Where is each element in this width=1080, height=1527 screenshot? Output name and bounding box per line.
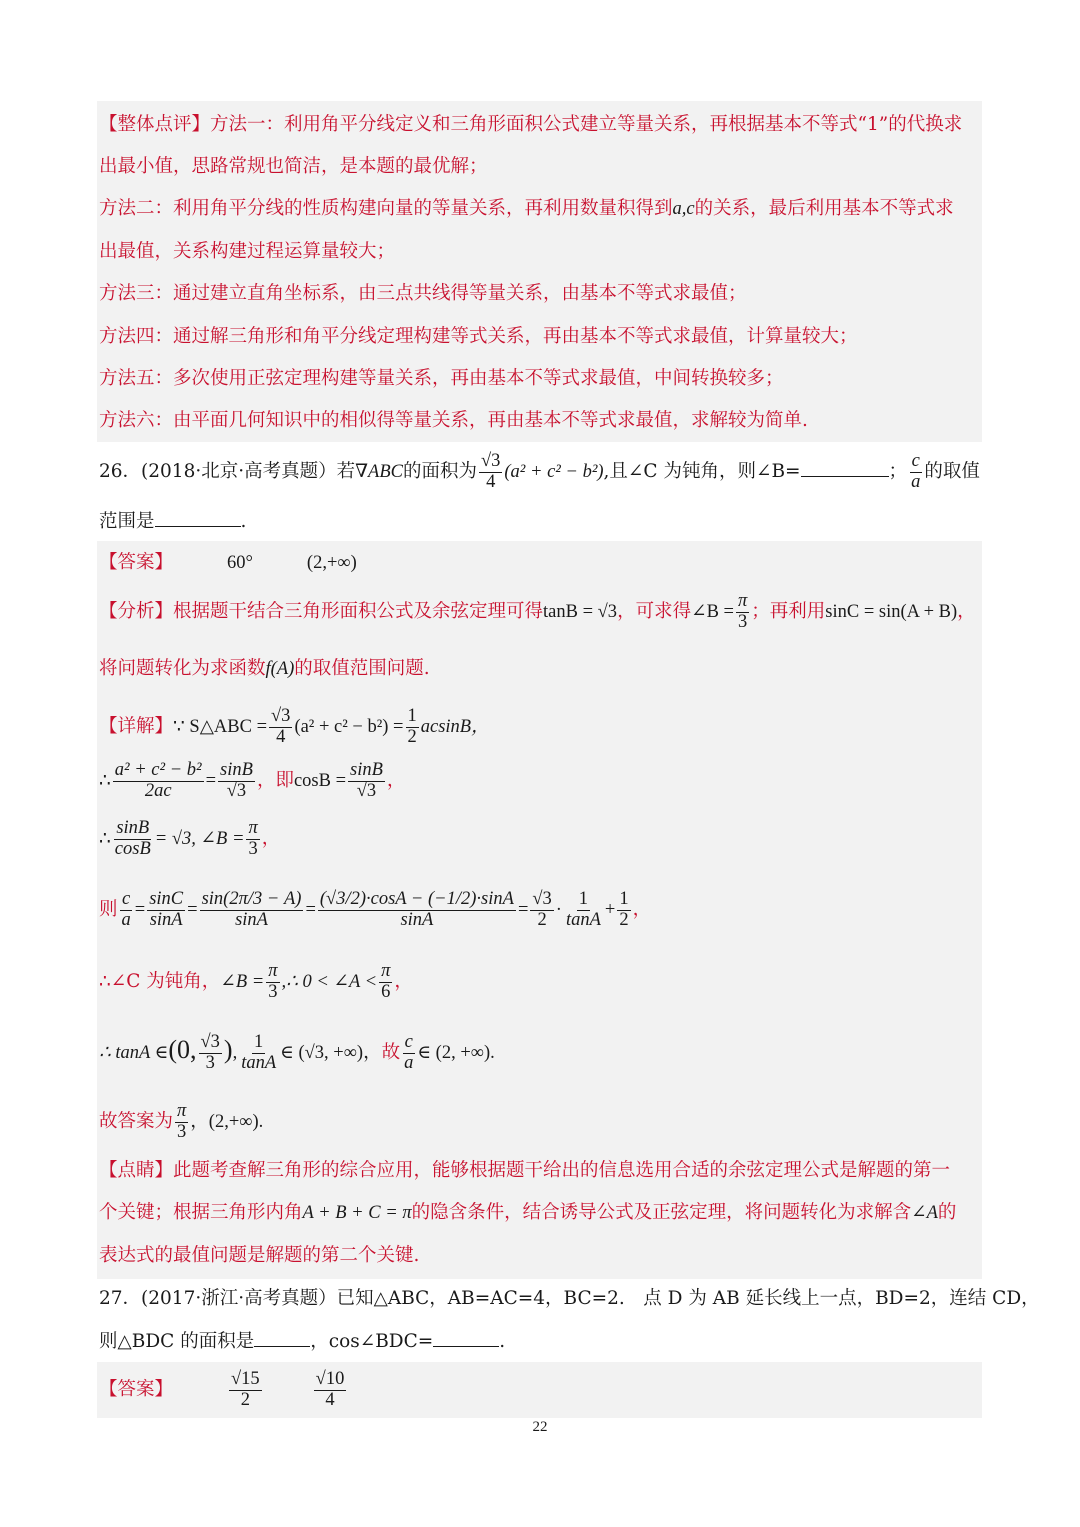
equals: =: [187, 900, 198, 920]
q26-prefix: 26．(2018·北京·高考真题）若: [99, 461, 356, 482]
detail26-frac-1: [269, 707, 292, 747]
comma: ，: [394, 971, 413, 992]
q26-range-text: 范围是: [99, 511, 155, 532]
plus: +: [604, 900, 616, 920]
comment26-text-2a: 个关键；根据三角形内角: [99, 1202, 303, 1223]
q26-blank-1[interactable]: [801, 458, 889, 477]
frac-den: 2: [240, 1389, 250, 1410]
q27-blank-2[interactable]: [433, 1328, 499, 1347]
answer27-value-2: [314, 1370, 347, 1410]
detail26-frac-ca: [120, 890, 133, 930]
detail26-area: ∵ S△ABC =: [173, 717, 268, 737]
frac-num: c: [911, 451, 920, 472]
frac-den: tanA: [565, 909, 601, 930]
frac-den: sinA: [235, 909, 268, 930]
frac-den: 3: [268, 981, 278, 1002]
review-line-1: [99, 112, 962, 138]
equals: =: [305, 900, 316, 920]
detail26-tag: 【详解】: [99, 716, 174, 737]
detail26-frac-half: [617, 890, 630, 930]
frac-den: sinA: [149, 909, 183, 930]
frac-den: 3: [205, 1052, 215, 1073]
detail26-angle-b: ∠B =: [220, 972, 265, 992]
therefore: ∴: [99, 771, 111, 791]
comment26-expr: A + B + C = π: [302, 1203, 412, 1223]
analysis26-line2-expr: f(A): [265, 659, 295, 679]
analysis26-text-3: ；再利用: [751, 601, 826, 622]
detail26-tan: = √3, ∠B =: [154, 829, 245, 849]
detail26-tail: acsinB，: [420, 717, 490, 737]
page-number: 22: [532, 1419, 548, 1435]
detail26-frac-r3: [530, 890, 553, 930]
answer26-tag: 【答案】: [99, 552, 174, 573]
detail26-line-4: [99, 880, 651, 940]
review-line-3: [99, 196, 954, 222]
detail26-final-range: ，(2,+∞).: [190, 1112, 264, 1132]
comma: ，: [261, 828, 281, 849]
detail26-final-answer: 故答案为: [99, 1111, 174, 1132]
frac-num: π: [268, 961, 278, 982]
frac-den: 6: [381, 981, 391, 1002]
analysis26-line-2: [99, 656, 430, 682]
frac-num: a² + c² − b²: [114, 760, 202, 781]
answer27-tag: 【答案】: [99, 1379, 174, 1400]
frac-num: sin(2π/3 − A): [201, 889, 302, 910]
answer27-line: [99, 1366, 348, 1414]
review-tag: 【整体点评】: [99, 114, 211, 135]
detail26-frac-2: [406, 707, 419, 747]
detail26-frac-3: [113, 761, 204, 801]
detail26-frac-7: [246, 819, 259, 859]
analysis26-line-1: [99, 592, 976, 632]
detail26-interval: ∈ (√3, +∞)，: [280, 1043, 382, 1063]
frac-num: sinB: [220, 760, 253, 781]
comment26-text-1: 此题考查解三角形的综合应用，能够根据题干给出的信息选用合适的余弦定理公式是解题的第一: [173, 1160, 951, 1181]
review-method-2-tail: 的关系，最后利用基本不等式求: [694, 198, 954, 219]
comment26-text-2c: 的: [937, 1202, 957, 1223]
frac-num: √3: [532, 889, 552, 910]
q26-text-2: ,且∠C 为钝角，则∠B=: [603, 461, 801, 482]
analysis26-text-2: ，可求得: [617, 601, 692, 622]
frac-den: 3: [177, 1121, 187, 1142]
comment26-line-1: [99, 1158, 950, 1184]
frac-den: √3: [356, 780, 377, 801]
analysis26-expr-2: ∠B =: [691, 602, 734, 622]
review-line-8: 方法六：由平面几何知识中的相似得等量关系，再由基本不等式求最值，求解较为简单.: [99, 410, 808, 431]
q26-line-2: [99, 508, 246, 535]
analysis26-frac: [736, 592, 749, 632]
detail26-frac-pi3: [266, 962, 279, 1002]
analysis26-expr-1: tanB = √3: [543, 602, 618, 622]
detail26-frac-inv: [239, 1033, 278, 1073]
detail26-frac-r33: [199, 1033, 222, 1073]
review-line-6: 方法四：通过解三角形和角平分线定理构建等式关系，再由基本不等式求最值，计算量较大；: [99, 326, 858, 347]
detail26-hence: 故: [381, 1042, 401, 1063]
q26-text-3: 的取值: [924, 461, 980, 482]
frac-den: √3: [226, 780, 247, 801]
answer26-value-1: 60°: [227, 553, 253, 573]
analysis26-comma: ，: [957, 601, 976, 622]
q26-period: .: [240, 511, 247, 532]
detail26-line-5: [99, 958, 413, 1006]
q27-blank-1[interactable]: [254, 1328, 310, 1347]
frac-den: 3: [248, 838, 258, 859]
frac-den: 4: [276, 726, 286, 747]
q27-text-b: ，cos∠BDC=: [310, 1331, 434, 1352]
frac-num: sinC: [149, 889, 184, 910]
detail26-cosb: cosB =: [293, 771, 347, 791]
q26-blank-2[interactable]: [155, 508, 241, 527]
review-method-2: 方法二：利用角平分线的性质构建向量的等量关系，再利用数量积得到: [99, 198, 673, 219]
equals: =: [205, 771, 217, 791]
q27-period: .: [499, 1331, 506, 1352]
comma: ，: [632, 899, 652, 920]
q27-line-1: 27．(2017·浙江·高考真题）已知△ABC，AB=AC=4，BC=2. 点 D 为 AB 延长线上一点，BD=2，连结 CD，: [99, 1288, 1040, 1309]
q26-text: 的面积为: [402, 461, 477, 482]
detail26-frac-5: [348, 761, 385, 801]
frac-den: cosB: [114, 838, 151, 859]
comment26-tag: 【点睛】: [99, 1160, 174, 1181]
frac-num: √3: [480, 451, 501, 472]
detail26-tana: ∴ tanA ∈: [99, 1043, 169, 1063]
q27-line-2: [99, 1328, 505, 1355]
q26-fraction: [479, 452, 502, 492]
analysis26-text: 根据题干结合三角形面积公式及余弦定理可得: [173, 601, 544, 622]
review-line-5: 方法三：通过建立直角坐标系，由三点共线得等量关系，由基本不等式求最值；: [99, 283, 747, 304]
frac-den: sinA: [400, 909, 434, 930]
detail26-then: 则: [99, 899, 118, 920]
detail26-obtuse: ∴∠C 为钝角，: [99, 971, 221, 992]
frac-den: 2ac: [144, 780, 172, 801]
detail26-frac-n3: [318, 890, 516, 930]
analysis26-line2-tail: 的取值范围问题.: [294, 658, 430, 679]
frac-num: π: [177, 1101, 187, 1122]
analysis26-expr-3: sinC = sin(A + B): [825, 602, 958, 622]
detail26-frac-tan: [564, 890, 603, 930]
detail26-frac-final: [175, 1102, 188, 1142]
detail26-interval-close: ): [223, 1035, 233, 1064]
answer26-value-2: (2,+∞): [306, 553, 357, 573]
frac-num: sinB: [116, 818, 150, 839]
frac-den: 2: [407, 726, 417, 747]
detail26-interval-open: (0,: [168, 1035, 197, 1064]
comment26-angle: ∠A: [911, 1203, 938, 1223]
frac-den: 4: [486, 471, 496, 492]
review-method-1: 方法一：利用角平分线定义和三角形面积公式建立等量关系，再根据基本不等式“1”的代换求: [210, 114, 963, 135]
answer26-line: [99, 550, 357, 576]
review-line-4: 出最值，关系构建过程运算量较大；: [99, 241, 396, 262]
detail26-frac-n2: [200, 890, 304, 930]
frac-den: 4: [325, 1389, 335, 1410]
comment26-line-3: 表达式的最值问题是解题的第二个关键.: [99, 1245, 420, 1266]
detail26-ie: ，即: [256, 770, 294, 791]
frac-den: 2: [619, 909, 629, 930]
review-var: a,c: [672, 199, 695, 219]
equals: =: [517, 900, 529, 920]
q26-semicolon: ；: [888, 461, 908, 482]
frac-den: a: [404, 1052, 414, 1073]
analysis26-line2-text: 将问题转化为求函数: [99, 658, 266, 679]
detail26-frac-4: [218, 761, 255, 801]
q26-line-1: [99, 452, 980, 492]
detail26-frac-6: [113, 819, 153, 859]
detail26-result: ∈ (2, +∞).: [417, 1043, 495, 1063]
detail26-frac-pi6: [379, 962, 392, 1002]
frac-num: √3: [271, 706, 291, 727]
frac-num: 1: [619, 889, 629, 910]
dot: ·: [555, 900, 562, 920]
q26-ratio: [909, 452, 922, 492]
detail26-line-1: [99, 703, 490, 751]
detail26-expr: (a² + c² − b²) =: [294, 717, 404, 737]
frac-num: π: [381, 961, 391, 982]
review-line-7: 方法五：多次使用正弦定理构建等量关系，再由基本不等式求最值，中间转换较多；: [99, 368, 784, 389]
frac-num: sinB: [350, 760, 383, 781]
q26-triangle: ∇ABC: [355, 462, 403, 482]
frac-num: √15: [231, 1369, 260, 1390]
frac-num: (√3/2)·cosA − (−1/2)·sinA: [319, 889, 514, 910]
analysis26-tag: 【分析】: [99, 601, 174, 622]
frac-num: 1: [254, 1032, 264, 1053]
frac-num: √10: [315, 1369, 345, 1390]
detail26-line-2: [99, 757, 405, 805]
detail26-line-6: ∴ tanA ∈(0, $\frac{√3}{3}$ ), $\frac{1}{\tan A}$ ∈ (√3, +∞)，故 $\frac{c}{a}$ ∈ (2, +∞).: [99, 1032, 495, 1073]
q27-text-a: 则△BDC 的面积是: [99, 1331, 255, 1352]
frac-num: 1: [578, 889, 589, 910]
detail26-frac-sinc: [147, 890, 185, 930]
comment26-line-2: [99, 1200, 956, 1226]
frac-num: 1: [407, 706, 417, 727]
frac-den: a: [911, 471, 921, 492]
frac-num: π: [737, 591, 748, 612]
equals: =: [134, 900, 146, 920]
comma: ，: [386, 770, 406, 791]
detail26-range-a: ,∴ 0 < ∠A <: [281, 972, 378, 992]
answer27-value-1: [229, 1370, 262, 1410]
frac-num: c: [404, 1032, 413, 1053]
detail26-line-7: [99, 1098, 263, 1146]
comment26-text-2b: 的隐含条件，结合诱导公式及正弦定理，将问题转化为求解含: [411, 1202, 912, 1223]
frac-num: c: [122, 889, 131, 910]
detail26-line-3: [99, 815, 280, 863]
detail26-frac-ca2: [402, 1033, 415, 1073]
q26-expr: (a² + c² − b²): [504, 462, 604, 482]
frac-den: tanA: [241, 1052, 277, 1073]
frac-den: 3: [738, 611, 748, 632]
frac-num: √3: [200, 1032, 220, 1053]
frac-num: π: [248, 818, 258, 839]
review-line-2: 出最小值，思路常规也简洁，是本题的最优解；: [99, 156, 488, 177]
frac-den: 2: [537, 909, 547, 930]
frac-den: a: [121, 909, 131, 930]
therefore: ∴: [99, 829, 111, 849]
